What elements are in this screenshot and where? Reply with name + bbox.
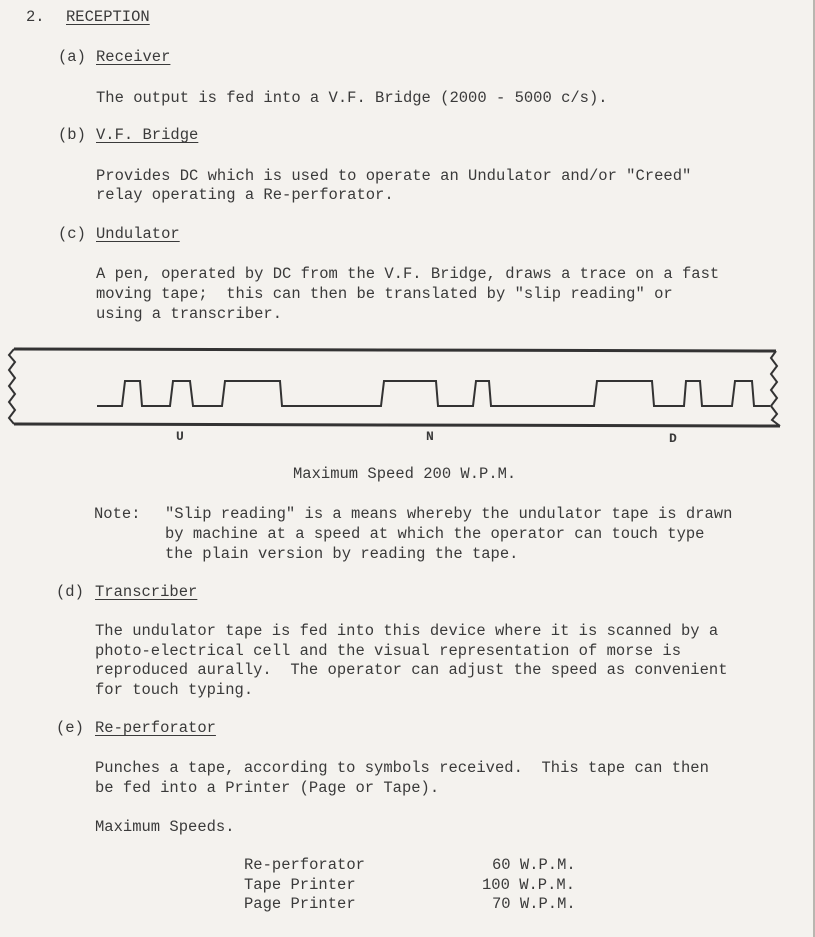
tape-caption: Maximum Speed 200 W.P.M. xyxy=(293,465,517,483)
tape-letter-n: N xyxy=(426,429,434,444)
item-a-letter: (a) xyxy=(58,48,86,66)
item-c-line-1: A pen, operated by DC from the V.F. Bridge, draws a trace on a fast xyxy=(96,265,720,283)
item-d-line-2: photo-electrical cell and the visual representation of morse is xyxy=(95,642,681,660)
item-d-heading: Transcriber xyxy=(95,583,198,601)
item-e-heading: Re-perforator xyxy=(95,719,216,737)
speed-row-name: Tape Printer xyxy=(244,876,356,894)
item-a-line-1: The output is fed into a V.F. Bridge (2000 - 5000 c/s). xyxy=(96,89,608,107)
tape-letter-d: D xyxy=(669,431,677,446)
note-line-3: the plain version by reading the tape. xyxy=(165,545,519,563)
item-d-letter: (d) xyxy=(56,583,84,601)
speed-row-value: 70 W.P.M. xyxy=(492,895,576,913)
tape-left-torn-edge xyxy=(9,349,15,424)
item-d-line-1: The undulator tape is fed into this device where it is scanned by a xyxy=(95,622,719,640)
section-number: 2. xyxy=(26,8,45,26)
item-c-heading: Undulator xyxy=(96,225,180,243)
item-b-line-2: relay operating a Re-perforator. xyxy=(96,186,394,204)
item-e-line-2: be fed into a Printer (Page or Tape). xyxy=(95,779,440,797)
morse-trace xyxy=(97,381,770,406)
item-e-line-1: Punches a tape, according to symbols received. This tape can then xyxy=(95,759,709,777)
speeds-heading: Maximum Speeds. xyxy=(95,818,235,836)
speed-row-name: Re-perforator xyxy=(244,856,365,874)
item-c-line-3: using a transcriber. xyxy=(96,305,283,323)
note-label: Note: xyxy=(94,505,141,523)
item-e-letter: (e) xyxy=(56,719,84,737)
tape-letter-u: U xyxy=(176,429,184,444)
speed-row-value: 60 W.P.M. xyxy=(492,856,576,874)
item-c-letter: (c) xyxy=(58,225,86,243)
item-c-line-2: moving tape; this can then be translated by "slip reading" or xyxy=(96,285,673,303)
speed-row-value: 100 W.P.M. xyxy=(482,876,576,894)
item-d-line-3: reproduced aurally. The operator can adjust the speed as convenient xyxy=(95,661,728,679)
item-b-heading: V.F. Bridge xyxy=(96,126,199,144)
item-b-line-1: Provides DC which is used to operate an Undulator and/or "Creed" xyxy=(96,167,692,185)
item-a-heading: Receiver xyxy=(96,48,171,66)
note-line-2: by machine at a speed at which the operator can touch type xyxy=(165,525,705,543)
undulator-tape-diagram xyxy=(0,340,815,430)
speed-row-name: Page Printer xyxy=(244,895,356,913)
item-d-line-4: for touch typing. xyxy=(95,681,254,699)
tape-top-edge xyxy=(14,349,776,351)
section-title: RECEPTION xyxy=(66,8,150,26)
note-line-1: "Slip reading" is a means whereby the undulator tape is drawn xyxy=(165,505,733,523)
tape-right-torn-edge xyxy=(771,351,780,426)
item-b-letter: (b) xyxy=(58,126,86,144)
tape-bottom-edge xyxy=(14,424,780,426)
